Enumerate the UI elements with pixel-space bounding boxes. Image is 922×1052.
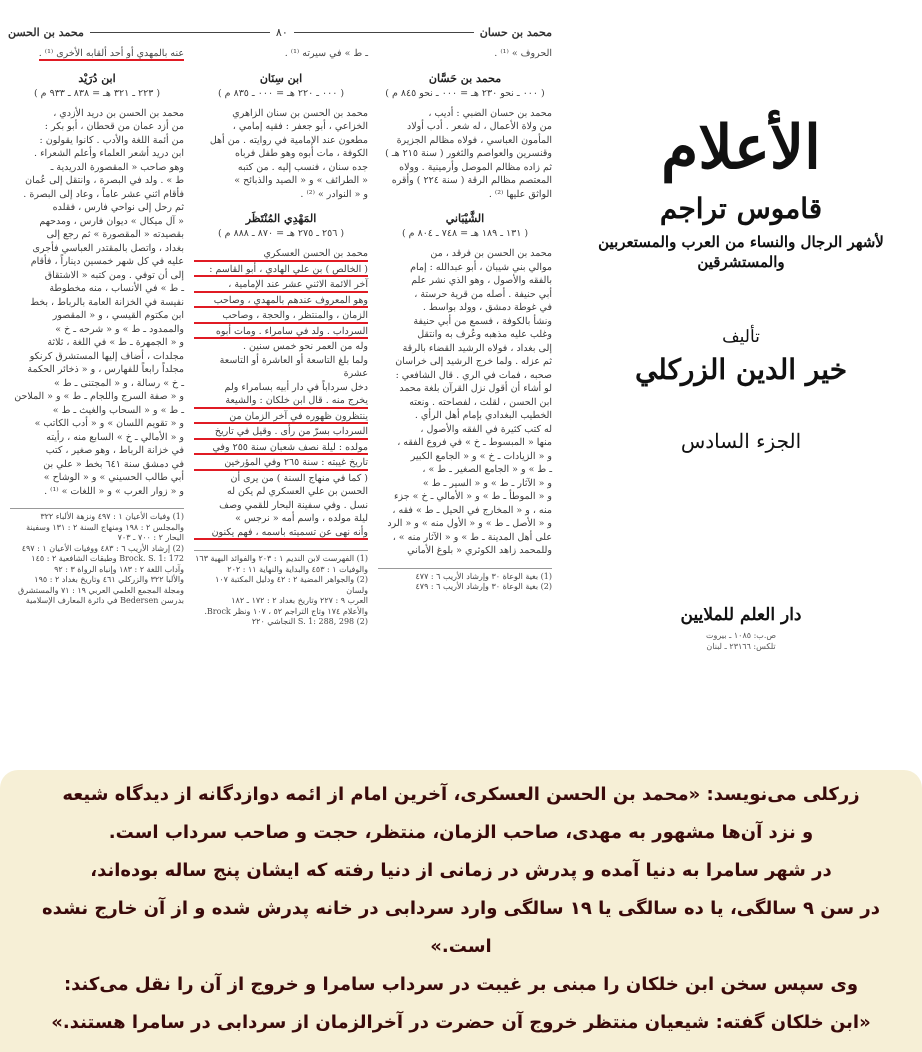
- highlighted-text-line: وهو المعروف عندهم بالمهدي ، وصاحب: [194, 294, 368, 309]
- text-line: و « الجمهرة ـ ط » في اللغة ، ثلاثة: [47, 337, 184, 348]
- footnote: (2) والجواهر المضية ٢ : ٤٢ ودليل المكتبة ١٠٧ ولسان: [215, 575, 368, 595]
- text-line: الواثق عليها ⁽²⁾ .: [488, 188, 552, 200]
- footnote: والألبا ٣٢٢ والزركلي ٤٦١ وتاريخ بغداد ٢ : ١٩٥: [34, 575, 184, 584]
- highlighted-text: عنه بالمهدي أو أحد ألقابه الأخرى ⁽¹⁾ .: [38, 48, 184, 59]
- text-line: من أزد عمان من قحطان ، أبو بكر :: [44, 121, 184, 132]
- highlighted-text-line: الزمان ، والمنتظر ، والحجة ، وصاحب: [194, 309, 368, 324]
- highlighted-text-line: مولده : ليلة نصف شعبان سنة ٢٥٥ وفي: [194, 441, 368, 456]
- cover-description: لأشهر الرجال والنساء من العرب والمستعربين والمستشرقين: [598, 233, 884, 271]
- text-line: أبي حنيفة . أصله من قرية حرستة ،: [414, 288, 552, 300]
- continuation-middle: ـ ط » في سيرته ⁽¹⁾ .: [284, 48, 368, 59]
- entry-title: المَهْدِي المُنْتَظَر: [245, 212, 317, 225]
- text-line: و « الموطأ ـ ط » و « الأمالي ـ خ » جزء: [394, 491, 552, 502]
- highlighted-text-line: السرداب بسرّ من رأى . وقيل في تاريخ: [194, 425, 368, 440]
- text-line: ثم عزله . ولما خرج الرشيد إلى خراسان: [395, 356, 552, 367]
- entry-title: ابن سِنَان: [259, 71, 303, 85]
- caption-line: «ابن خلکان گفته: شیعیان منتظر خروج آن حضرت در آخرالزمان از سردابی در سامرا هستند.»: [51, 1012, 871, 1033]
- text-line: الخزاعي ، أبو جعفر : فقيه إمامي ،: [232, 121, 368, 132]
- page-header: [8, 26, 552, 39]
- text-line: أبي طالب الحسيني » و « الوشاح »: [43, 472, 184, 483]
- footnote: (1) وفيات الأعيان ١ : ٤٩٧ ونزهة الألباء ٣٢٢: [40, 512, 184, 521]
- text-line: منها « المبسوط ـ خ » في فروع الفقه ،: [397, 437, 552, 448]
- footnote: S. 1: 288, 298 (2) النجاشي ٢٢٠: [251, 617, 368, 626]
- text-line: « آل ميكال » ديوان فارس ، ومدحهم: [39, 215, 184, 227]
- text-line: محمد بن حسان الضبي : أديب ،: [428, 107, 552, 119]
- text-line: نفيسة في الخزانة العامة بالرباط ، بخط: [30, 296, 184, 308]
- footnote: والمجلس ٢ : ١٩٨ ومنهاج السنة ٢ : ١٣١ وسفينة: [26, 522, 184, 532]
- footnote: (2) إرشاد الأريب ٦ : ٤٨٣ ووفيات الأعيان ١ : ٤٩٧: [21, 543, 184, 553]
- text-line: مجلدات ، أضاف إليها المستشرق كرنكو: [29, 350, 184, 362]
- text-line: و « زوار العرب » و « اللغات » ⁽¹⁾ .: [44, 485, 184, 497]
- text-line: « الطرائف » و « الصيد والذبائح »: [234, 175, 368, 186]
- text-line: في دمشق سنة ٦٤١ بخط « علي بن: [43, 458, 184, 470]
- text-line: ابن مكتوم القيسي ، و « المقصور: [52, 310, 184, 321]
- text-line: عليه في كل شهر خمسين ديناراً ، فأقام: [30, 256, 184, 267]
- text-line: لو أشاء أن أقول نزل القرآن بلغة محمد: [399, 383, 552, 394]
- column-left: [10, 47, 184, 628]
- text-line: جده سنان ، فنسب إليه . من كتبه: [237, 161, 368, 173]
- text-line: و « الأمالي ـ خ » السابع منه ، رأيته: [46, 431, 184, 443]
- footnote: (1) بغية الوعاة ٣٠ وإرشاد الأريب ٦ : ٤٧٧: [415, 571, 552, 581]
- footnote: Brock. S. 1: 172 وطبقات الشافعية ٢ : ١٤٥: [31, 554, 184, 563]
- text-line: الحسن بن علي العسكري لم يكن له: [227, 486, 368, 497]
- text-line: بغداد ، واتصل بالمقتدر العباسي فأجرى: [32, 242, 184, 254]
- text-line: و « الزيادات ـ خ » و « الجامع الكبير: [410, 450, 552, 462]
- footnotes: [378, 568, 552, 593]
- text-line: له كتب كثيرة في الفقه والأصول ،: [420, 423, 552, 435]
- cover-volume: الجزء السادس: [680, 429, 802, 453]
- text-line: محمد بن الحسن بن دريد الأزدي ،: [53, 107, 184, 119]
- persian-caption: [0, 770, 922, 1052]
- text-line: من أئمة اللغة والأدب . كانوا يقولون :: [39, 134, 184, 146]
- text-line: وللمحمد زاهد الكوثري « بلوغ الأماني: [407, 545, 552, 556]
- scanned-page: [0, 0, 560, 770]
- header-left: محمد بن الحسن: [7, 26, 84, 39]
- footnote: البحار ٢ : ٧٠٠ ـ ٧٠٣: [117, 533, 184, 542]
- text-line: في خزانة الرباط ، وهو صغير ، كتب: [45, 445, 184, 456]
- entry-title: الشَّيْبَاني: [445, 212, 485, 225]
- text-line: موالي بني شيبان ، أبو عبدالله : إمام: [410, 261, 552, 273]
- text-line: ـ ط » و « الجامع الصغير ـ ط » ،: [422, 464, 552, 475]
- text-line: من ولاة الأعمال ، له شعر . أدب أولاد: [406, 121, 552, 132]
- publisher-address: ص.ب: ١٠٨٥ ـ بيروت: [705, 631, 777, 640]
- text-line: محمد بن الحسن بن فرقد ، من: [430, 248, 552, 259]
- footnote: وآداب اللغة ٢ : ١٨٣ وإنباه الرواة ٣ : ٩٢: [54, 564, 184, 574]
- text-line: ط » . ولد في البصرة ، وانتقل إلى عُمان: [25, 175, 184, 186]
- text-line: الكوفة ، مات أبوه وهو طفل فرباه: [235, 148, 368, 159]
- caption-line: در سن ۹ سالگی، یا ده سالگی یا ۱۹ سالگی وارد سردابی در خانه پدرش شده و از آن خارج نشده است.»: [41, 898, 880, 957]
- entry-title: محمد بن حَسَّان: [428, 71, 502, 85]
- text-line: ـ خ » رسالة ، و « المجتنى ـ ط »: [53, 377, 184, 389]
- footnote: العرب ٩ : ٢٢٧ وتاريخ بغداد ٢ : ١٧٢ ـ ١٨٢: [231, 596, 368, 605]
- text-line: و « النوادر » ⁽²⁾ .: [300, 188, 368, 200]
- text-line: ولما بلغ التاسعة أو العاشرة أو التاسعة عشرة: [219, 354, 368, 379]
- footnote: والوفيات ١ : ٤٥٣ والبداية والنهاية ١١ : ٢٠٢: [227, 564, 368, 574]
- cover-title: الأعلام: [661, 113, 821, 183]
- text-line: منه ، و « المخارج في الحيل ـ ط » فقه ،: [392, 504, 552, 516]
- text-line: الخطيب البغدادي بإمام أهل الرأي .: [414, 410, 552, 421]
- entry-dates: ( ٠٠٠ ـ نحو ٢٣٠ هـ = ٠٠٠ ـ نحو ٨٤٥ م ): [385, 87, 545, 99]
- cover-publisher-info: [570, 630, 912, 652]
- footnote: بدرسن Bedersen في دائرة المعارف الإسلامية: [25, 596, 184, 605]
- highlighted-text-line: وأنه نهى عن تسميته باسمه ، فهم يكنون: [194, 526, 368, 541]
- entry-title: ابن دُرَيْد: [78, 71, 116, 85]
- highlighted-text-line: ينتظرون ظهوره في آخر الزمان من: [194, 410, 368, 425]
- text-line: وغلب عليه مذهبه وعُرف به وانتقل: [417, 329, 552, 340]
- caption-line: در شهر سامرا به دنیا آمده و پدرش در زمانی از دنیا رفته که ایشان پنج ساله بوده‌اند،: [90, 860, 832, 881]
- text-line: و « صفة السرج واللجام ـ ط » و « الملاحن: [14, 391, 184, 402]
- text-line: مجلداً رابعاً للفهارس ، و « ذخائر الحكمة: [27, 364, 184, 375]
- text-line: على أهل المدينة ـ ط » و « الآثار منه » ،: [392, 531, 552, 543]
- continuation-right: الحروف » ⁽¹⁾ .: [494, 48, 552, 59]
- text-line: وقنسرين والعواصم والثغور ( سنة ٢١٥ هـ ): [385, 148, 552, 159]
- footnote: والأعلام ١٧٤ وتاج التراجم ٥٢ ، ١٠٧ ونظر Brock.: [204, 606, 368, 616]
- text-line: إلى أن توفي . ومن كتبه « الاشتقاق: [44, 269, 184, 281]
- text-line: بالفقه والأصول ، وهو الذي نشر علم: [411, 275, 552, 286]
- entry-dates: ( ٢٢٣ ـ ٣٢١ هـ = ٨٣٨ ـ ٩٣٣ م ): [33, 87, 161, 99]
- caption-line: وی سپس سخن ابن خلکان را مبنی بر غیبت در سرداب سامرا و خروج از آن را نقل می‌کند:: [63, 974, 859, 995]
- text-line: مطعون عند الإمامية في روايته . من أهل: [209, 134, 368, 146]
- caption-line: و نزد آن‌ها مشهور به مهدی، صاحب الزمان، منتظر، حجت و صاحب سرداب است.: [108, 822, 814, 843]
- entry-dates: ( ٠٠٠ ـ ٢٢٠ هـ = ٠٠٠ ـ ٨٣٥ م ): [217, 87, 345, 99]
- text-line: المعتصم مظالم الرقة ( سنة ٢٢٤ ) وأقره: [391, 175, 552, 186]
- text-line: صحبه ، فمات في الري . قال الشافعي :: [395, 369, 552, 381]
- book-cover: [560, 0, 922, 770]
- text-line: في غوطة دمشق ، وولد بواسط .: [422, 302, 552, 313]
- header-rule: [294, 32, 474, 33]
- text-line: إلى بغداد ، فولاه الرشيد القضاء بالرقة: [402, 342, 552, 354]
- spacer: [378, 201, 552, 211]
- text-line: محمد بن الحسن بن سنان الزاهري: [232, 107, 368, 119]
- text-line: دخل سرداباً في دار أبيه بسامراء ولم: [224, 381, 368, 393]
- footnotes: [10, 508, 184, 607]
- column-right: [378, 47, 552, 628]
- highlighted-text-line: السرداب . ولد في سامراء . ومات أبوه: [194, 325, 368, 340]
- text-line: ليلة مولده ، واسم أمه « نرجس »: [235, 513, 368, 524]
- continuation-left: [10, 47, 184, 61]
- highlighted-text-line: يخرج منه . قال ابن خلكان : والشيعة: [194, 394, 368, 409]
- text-line: و « الأصل ـ ط » و « الأول منه » و « الرد: [387, 518, 552, 529]
- text-line: ابن الحسن ، لقلت ، لفصاحته . ونعته: [409, 396, 552, 408]
- cover-author: خير الدين الزركلي: [634, 353, 848, 386]
- text-line: ونشأ بالكوفة ، فسمع من أبي حنيفة: [413, 315, 552, 327]
- caption-line: زرکلی می‌نویسد: «محمد بن الحسن العسکری، آخرین امام از ائمه دوازدگانه از دیدگاه شیعه: [62, 784, 860, 805]
- publisher-telex: تلكس: ٢٣١٦٦ ـ لبنان: [706, 642, 776, 651]
- highlighted-text-line: تاريخ غيبته : سنة ٢٦٥ وفي المؤرخين: [194, 456, 368, 471]
- footnote: ومجلة المجمع العلمي العربي ١٩ : ٧١ والمستشرق: [17, 585, 184, 595]
- page-number: ٨٠: [275, 26, 288, 39]
- text-line: و « تقويم اللسان » و « أدب الكاتب »: [34, 418, 184, 429]
- columns: [8, 47, 552, 628]
- text-line: ـ ط » و « السحاب والغيث ـ ط »: [52, 404, 184, 416]
- text-line: ( كما في منهاج السنة ) من يرى أن: [230, 472, 368, 484]
- column-middle: [194, 47, 368, 628]
- text-line: نسل . وفي سفينة البحار للقمي وصف: [219, 499, 368, 511]
- footnotes: [194, 550, 368, 628]
- text-line: ابن دريد أشعر العلماء وأعلم الشعراء .: [34, 148, 184, 159]
- header-rule: [90, 32, 270, 33]
- cover-publisher: دار العلم للملايين: [680, 605, 802, 625]
- text-line: ـ ط » في الأنساب ، منه مخطوطة: [49, 283, 184, 294]
- text-line: فأقام اثني عشر عاماً ، وعاد إلى البصرة .: [23, 188, 184, 200]
- highlighted-text-line: محمد بن الحسن العسكري: [194, 247, 368, 262]
- highlighted-text-line: آخر الائمة الاثني عشر عند الإمامية ،: [194, 278, 368, 293]
- footnote: (2) بغية الوعاة ٣٠ وإرشاد الأريب ٦ : ٤٧٩: [415, 582, 552, 591]
- header-right: محمد بن حسان: [479, 26, 552, 39]
- spacer: [194, 201, 368, 211]
- footnote: (1) الفهرست لابن النديم ١ : ٢٠٣ والفوائد البهية ١٦٣: [195, 554, 368, 563]
- entry-dates: ( ١٣١ ـ ١٨٩ هـ = ٧٤٨ ـ ٨٠٤ م ): [401, 228, 529, 239]
- cover-subtitle: قاموس تراجم: [659, 192, 823, 225]
- text-line: وهو صاحب « المقصورة الدريدية ـ: [50, 161, 184, 173]
- cover-by-label: تأليف: [722, 327, 760, 347]
- text-line: ثم زاده مظالم الموصل وأرمينية . وولاه: [399, 161, 552, 173]
- text-line: بقصيدته « المقصورة » ثم رجع إلى: [46, 229, 184, 240]
- text-line: وله من العمر نحو خمس سنين .: [243, 341, 368, 352]
- text-line: المأمون العباسي ، فولاه مظالم الجزيرة: [396, 134, 552, 146]
- entry-dates: ( ٢٥٦ ـ ٢٧٥ هـ = ٨٧٠ ـ ٨٨٨ م ): [217, 228, 345, 239]
- text-line: و « الآثار ـ ط » و « السير ـ ط »: [422, 477, 552, 489]
- text-line: والممدود ـ ط » و « شرحه ـ خ »: [55, 323, 184, 335]
- highlighted-text-line: ( الخالص ) بن علي الهادي ، أبو القاسم :: [194, 263, 368, 278]
- text-line: ثم رحل إلى نواحي فارس ، فقلده: [52, 202, 184, 213]
